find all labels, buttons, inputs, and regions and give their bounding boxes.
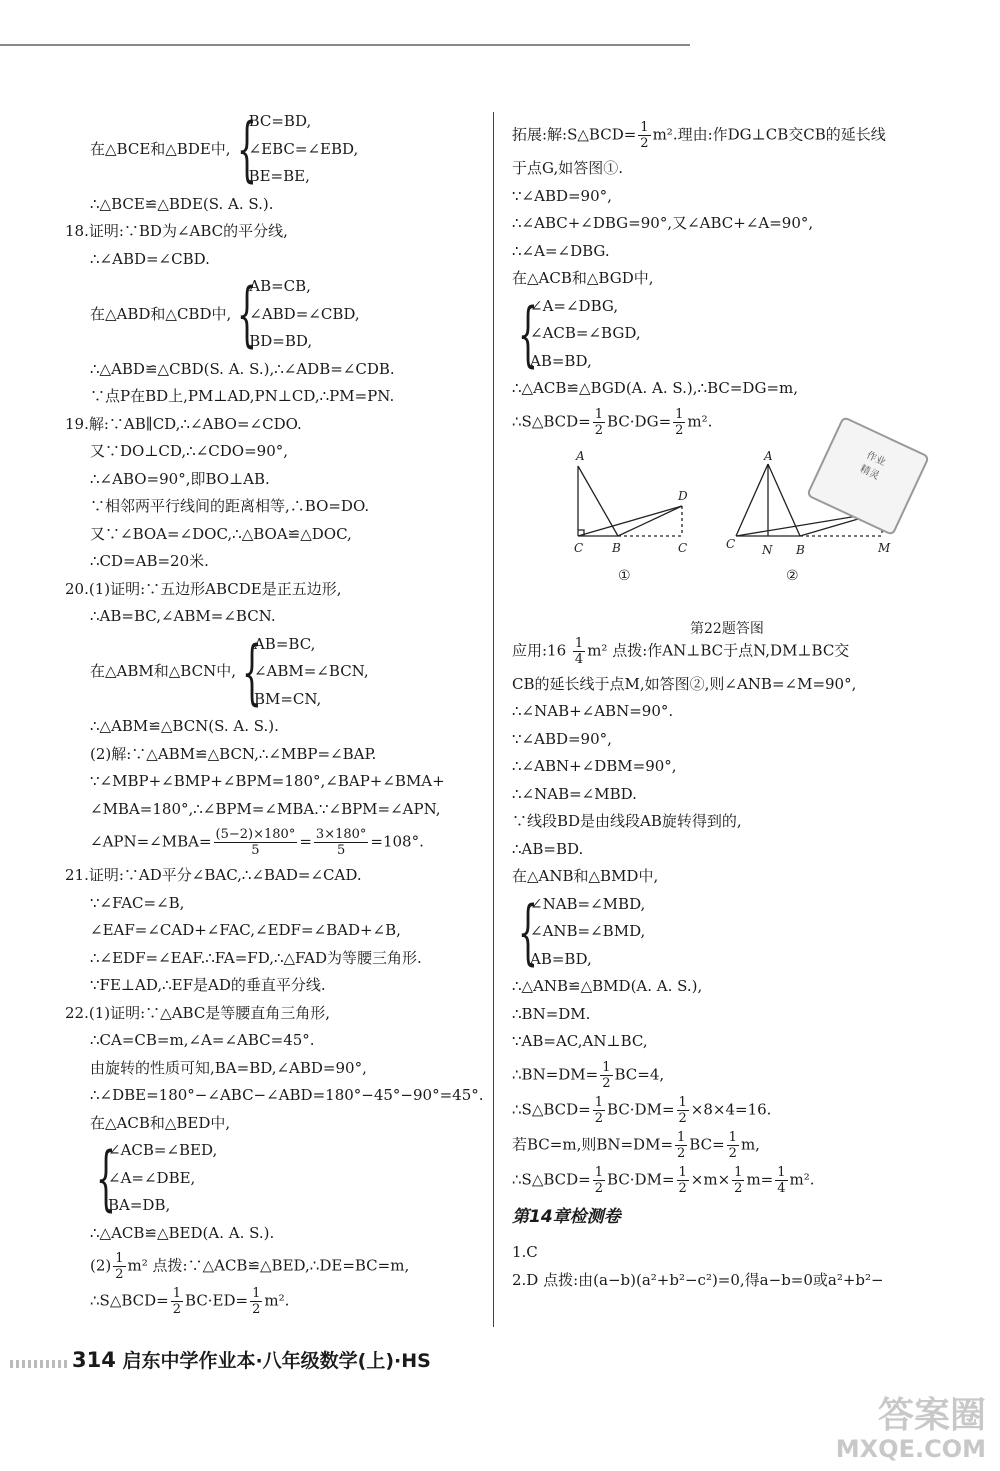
fig2-label: ② xyxy=(786,568,799,584)
top-rule xyxy=(0,44,690,46)
figure-caption: 第22题答图 xyxy=(690,621,764,637)
equation-system: 在△ABD和△CBD中, { AB=CB, ∠ABD=∠CBD, BD=BD, xyxy=(90,273,360,356)
equation-system: 在△ABM和△BCN中, { AB=BC, ∠ABM=∠BCN, BM=CN, xyxy=(90,630,369,713)
equation-system xyxy=(512,891,942,974)
label-c1: C xyxy=(574,541,584,555)
label-c2: C xyxy=(678,541,688,555)
system-row: ∠EBC=∠EBD, xyxy=(248,139,359,158)
text-line: ∴CA=CB=m,∠A=∠ABC=45°. xyxy=(90,1031,315,1049)
text-line: ∵∠ABD=90°, xyxy=(512,186,612,205)
equation-system xyxy=(512,293,942,376)
text-line: 又∵DO⊥CD,∴∠CDO=90°, xyxy=(90,442,289,460)
formula-line: ∴S△BCD= $\frac{1}{2}$ BC·DM= $\frac{1}{2}$ ×8×4=16. xyxy=(512,1094,772,1126)
label-b2: B xyxy=(796,543,805,557)
formula-line: ∴S△BCD= $\frac{1}{2}$ BC·ED= $\frac{1}{2}$ m². xyxy=(90,1286,290,1317)
text-line: 由旋转的性质可知,BA=BD,∠ABD=90°, xyxy=(90,1058,367,1077)
text-line: ∵∠FAC=∠B, xyxy=(90,893,185,912)
watermark xyxy=(836,1396,986,1462)
formula-line: 应用:16 $\frac{1}{4}$ m² 点拨:作AN⊥BC于点N,DM⊥BC交 xyxy=(512,635,850,667)
text-line: (2)解:∵△ABM≌△BCN,∴∠MBP=∠BAP. xyxy=(90,744,377,763)
system-row: ∠ANB=∠BMD, xyxy=(530,922,646,940)
text-line: ∴∠NAB=∠MBD. xyxy=(512,784,637,803)
fraction: $\frac{1}{2}$ xyxy=(640,120,649,151)
brace: { xyxy=(517,292,538,375)
label-m: M xyxy=(878,541,891,555)
text-line: ∴∠NAB+∠ABN=90°. xyxy=(512,702,674,720)
equation-system: 在△BCE和△BDE中, { BC=BD, ∠EBC=∠EBD, BE=BE, xyxy=(90,108,359,191)
fraction: $\frac{1}{2}$ xyxy=(594,406,604,438)
fraction: $\frac{(5-2)\times 180^\circ}{5}$ xyxy=(215,827,296,858)
fraction: $\frac{1}{2}$ xyxy=(594,1094,604,1126)
book-title: 启东中学作业本·八年级数学(上)·HS xyxy=(122,1350,431,1372)
fraction: $\frac{1}{2}$ xyxy=(678,1094,687,1126)
fraction: $\frac{1}{2}$ xyxy=(728,1129,737,1161)
stamp-line-1: 作业 xyxy=(864,450,888,469)
system-row: BD=BD, xyxy=(249,332,313,350)
brace: { xyxy=(241,630,262,713)
left-column xyxy=(65,108,485,1321)
system-row: BM=CN, xyxy=(253,689,322,708)
text-line: ∵FE⊥AD,∴EF是AD的垂直平分线. xyxy=(90,976,326,994)
system-row: ∠NAB=∠MBD, xyxy=(530,894,646,913)
fraction: $\frac{1}{2}$ xyxy=(594,1164,604,1196)
text-line: 22.(1)证明:∵△ABC是等腰直角三角形, xyxy=(65,1003,331,1022)
text-line: ∴△ABM≌△BCN(S. A. S.). xyxy=(90,717,279,735)
text-line: 于点G,如答图①. xyxy=(512,159,623,177)
text-line: ∴∠ABD=∠CBD. xyxy=(90,249,210,268)
page-number: 314 xyxy=(72,1348,116,1372)
text-line: CB的延长线于点M,如答图②,则∠ANB=∠M=90°, xyxy=(512,674,857,693)
brace: { xyxy=(236,108,257,191)
system-row: BE=BE, xyxy=(248,167,310,185)
formula-line: 拓展:解:S△BCD= $\frac{1}{2}$ m².理由:作DG⊥CB交CB的延长线 xyxy=(512,120,886,151)
system-row: AB=BC, xyxy=(253,634,316,653)
right-column xyxy=(512,116,942,1294)
text-line: ∵线段BD是由线段AB旋转得到的, xyxy=(512,812,742,830)
system-row: ∠A=∠DBG, xyxy=(530,296,619,315)
brace: { xyxy=(95,1137,116,1220)
equation-system xyxy=(65,1137,485,1220)
system-row: ∠ABM=∠BCN, xyxy=(253,662,369,680)
text-line: 1.C xyxy=(512,1243,538,1261)
stamp-line-2: 精灵 xyxy=(858,463,881,483)
text-line: ∴∠EDF=∠EAF.∴FA=FD,∴△FAD为等腰三角形. xyxy=(90,948,422,967)
system-row: BC=BD, xyxy=(248,112,312,130)
fraction: $\frac{1}{4}$ xyxy=(777,1164,786,1196)
text-line: ∴∠A=∠DBG. xyxy=(512,241,610,260)
text-line: ∵AB=AC,AN⊥BC, xyxy=(512,1032,648,1050)
text-line: ∵点P在BD上,PM⊥AD,PN⊥CD,∴PM=PN. xyxy=(90,387,395,405)
label-d1: D xyxy=(678,489,688,503)
text-line: ∴∠DBE=180°−∠ABC−∠ABD=180°−45°−90°=45°. xyxy=(90,1086,484,1104)
fraction: $\frac{1}{2}$ xyxy=(172,1286,182,1317)
system-row: AB=BD, xyxy=(530,351,592,370)
text-line: ∴△ANB≌△BMD(A. A. S.), xyxy=(512,977,703,995)
formula-line: ∴S△BCD= $\frac{1}{2}$ BC·DM= $\frac{1}{2}$ ×m× $\frac{1}{2}$ m= $\frac{1}{4}$ m². xyxy=(512,1164,815,1196)
text-line: ∴△ACB≌△BGD(A. A. S.),∴BC=DG=m, xyxy=(512,379,799,397)
system-row: AB=CB, xyxy=(249,277,311,295)
system-row: ∠ACB=∠BGD, xyxy=(530,324,641,342)
fraction: $\frac{1}{2}$ xyxy=(677,1129,686,1161)
text-line: 2.D 点拨:由(a−b)(a²+b²−c²)=0,得a−b=0或a²+b²− xyxy=(512,1270,884,1289)
watermark-line-2: MXQE.COM xyxy=(835,1435,986,1463)
label-a2: A xyxy=(764,449,773,463)
system-row: ∠ABD=∠CBD, xyxy=(249,304,360,323)
label-b1: B xyxy=(612,541,621,555)
text-line: ∴∠ABO=90°,即BO⊥AB. xyxy=(90,469,270,488)
text-line: ∴△ACB≌△BED(A. A. S.). xyxy=(90,1223,275,1242)
fraction: $\frac{1}{2}$ xyxy=(252,1286,261,1317)
column-divider xyxy=(493,112,494,1327)
text-line: 19.解:∵AB∥CD,∴∠ABO=∠CDO. xyxy=(65,414,302,433)
text-line: ∴CD=AB=20米. xyxy=(90,552,209,570)
formula-line: 若BC=m,则BN=DM= $\frac{1}{2}$ BC= $\frac{1}{2}$ m, xyxy=(512,1129,760,1161)
text-line: ∴∠ABC+∠DBG=90°,又∠ABC+∠A=90°, xyxy=(512,214,814,232)
text-line: ∠EAF=∠CAD+∠FAC,∠EDF=∠BAD+∠B, xyxy=(90,921,401,939)
fraction: $\frac{3\times 180^\circ}{5}$ xyxy=(315,827,367,858)
text-line: ∵∠MBP+∠BMP+∠BPM=180°,∠BAP+∠BMA+ xyxy=(90,772,445,790)
system-row: ∠A=∠DBE, xyxy=(108,1168,196,1187)
fraction: $\frac{1}{2}$ xyxy=(602,1059,611,1091)
text-line: 在△ACB和△BED中, xyxy=(90,1113,231,1132)
text-line: ∴△ABD≌△CBD(S. A. S.),∴∠ADB=∠CDB. xyxy=(90,359,395,378)
text-line: 18.证明:∵BD为∠ABC的平分线, xyxy=(65,222,288,240)
text-line: ∴△BCE≌△BDE(S. A. S.). xyxy=(90,194,274,213)
formula-line: (2) $\frac{1}{2}$ m² 点拨:∵△ACB≌△BED,∴DE=BC=m, xyxy=(90,1251,410,1282)
text-line: ∴AB=BD. xyxy=(512,839,584,858)
label-c3: C xyxy=(726,537,736,551)
system-row: BA=DB, xyxy=(108,1196,171,1214)
fig1-label: ① xyxy=(618,568,631,584)
footer-dots xyxy=(10,1360,70,1368)
text-line: ∵相邻两平行线间的距离相等,∴BO=DO. xyxy=(90,497,370,515)
chapter-heading: 第14章检测卷 xyxy=(512,1206,621,1227)
text-line: 在△ANB和△BMD中, xyxy=(512,867,659,885)
fraction: $\frac{1}{2}$ xyxy=(734,1164,743,1196)
page-footer xyxy=(72,1346,431,1373)
label-a1: A xyxy=(576,449,585,463)
text-line: 又∵∠BOA=∠DOC,∴△BOA≌△DOC, xyxy=(90,524,352,543)
system-row: ∠ACB=∠BED, xyxy=(108,1141,218,1159)
text-line: ∴BN=DM. xyxy=(512,1004,591,1023)
fraction: $\frac{1}{2}$ xyxy=(675,406,684,438)
text-line: ∴∠ABN+∠DBM=90°, xyxy=(512,757,677,775)
fraction: $\frac{1}{2}$ xyxy=(115,1251,124,1282)
text-line: 20.(1)证明:∵五边形ABCDE是正五边形, xyxy=(65,579,342,598)
system-row: AB=BD, xyxy=(530,949,592,968)
label-n: N xyxy=(762,543,773,557)
fraction: $\frac{1}{4}$ xyxy=(574,635,584,667)
text-line: ∠MBA=180°,∴∠BPM=∠MBA.∵∠BPM=∠APN, xyxy=(90,799,441,818)
brace: { xyxy=(517,890,538,973)
text-line: 在△ACB和△BGD中, xyxy=(512,269,654,287)
formula-line: ∠APN=∠MBA= $\frac{(5-2)\times 180^\circ}{5}$ = $\frac{3\times 180^\circ}{5}$ =108°. xyxy=(90,827,424,858)
text-line: 21.证明:∵AD平分∠BAC,∴∠BAD=∠CAD. xyxy=(65,866,362,884)
text-line: ∴AB=BC,∠ABM=∠BCN. xyxy=(90,607,276,625)
fraction: $\frac{1}{2}$ xyxy=(678,1164,687,1196)
formula-line: ∴BN=DM= $\frac{1}{2}$ BC=4, xyxy=(512,1059,665,1091)
formula-line: ∴S△BCD= $\frac{1}{2}$ BC·DG= $\frac{1}{2}$ m². xyxy=(512,406,713,438)
text-line: ∵∠ABD=90°, xyxy=(512,729,612,748)
watermark-line-1: 答案圈 xyxy=(877,1395,986,1436)
brace: { xyxy=(237,273,258,356)
